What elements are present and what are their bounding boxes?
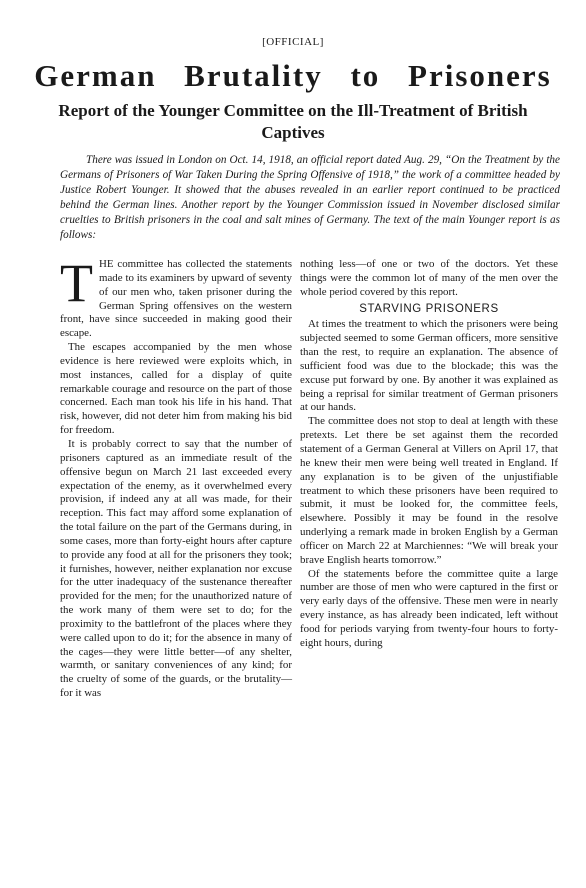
body-paragraph: It is probably correct to say that the number of prisoners captured as an immediate result of the offensive begun on March 21 last exceeded every expectation of the enemy, as it overwhelmed every provision, if indeed any at all was made, for their reception. This fact may afford some explanation of the total failure on the part of the Germans during, in some cases, more than forty-eight hours after capture to provide any food at all for the prisoners they took; it furnishes, however, neither explanation nor excuse for the utter inadequacy of the sustenance thereafter provided for the men; for the unauthorized nature of the work many of them were set to do; for the proximity to the battlefront of the places where they were called upon to do it; for the absence in many of the cages—they were little better—of any shelter, warmth, or sanitary conveniences of any kind; for the cruelty of some of the guards, or the brutality—for it was (60, 437, 292, 700)
body-paragraph: The escapes accompanied by the men whose evidence is here reviewed were exploits which, in most instances, called for a display of quite remarkable courage and resource on the part of those concerned. Each man took his life in his hand. That risk, however, did not deter him from making his bid for freedom. (60, 341, 292, 437)
article-title: German Brutality to Prisoners (34, 58, 552, 93)
intro-paragraph: There was issued in London on Oct. 14, 1918, an official report dated Aug. 29, “On the Treatment by the Germans of Prisoners of War Taken During the Spring Offensive of 1918,” the work of a committee headed by Justice Robert Younger. It showed that the abuses revealed in an earlier report continued to be practiced behind the German lines. Another report by the Younger Commission issued in November disclosed similar cruelties to British prisoners in the coal and salt mines of Germany. The text of the main Younger report is as follows: (60, 154, 560, 241)
left-column (60, 253, 292, 701)
section-heading: STARVING PRISONERS (359, 302, 499, 315)
opening-paragraph-text: HE committee has collected the statements made to its examiners by upward of seventy of our men who, taken prisoner during the German Spring offensives on the western front, have since succeeded in making good their escape. (60, 258, 292, 340)
body-paragraph: nothing less—of one or two of the doctors. Yet these things were the common lot of many of the men over the whole period covered by this report. (300, 258, 558, 298)
body-paragraph: Of the statements before the committee quite a large number are those of men who were captured in the first or very early days of the offensive. These men were in nearly every instance, as has already been indicated, left without food for periods varying from twenty-four hours to forty-eight hours, during (300, 567, 558, 649)
body-paragraph: At times the treatment to which the prisoners were being subjected seemed to some German officers, more sensitive than the rest, to require an explanation. The absence of sufficient food was due to the blockade; this was the excuse put forward by one. By another it was explained as being a reprisal for similar treatment of German prisoners at our hands. (300, 318, 558, 414)
body-paragraph: The committee does not stop to deal at length with these pretexts. Let there be set against them the recorded statement of a German General at Villers on April 17, that he knew their men were being well treated in England. If any explanation is to be given of the unjustifiable treatment to which these prisoners have been required to submit, it must be looked for, the committee feels, elsewhere. Possibly it may be found in the resolve underlying a remark made in broken English by a German officer on March 22 at Marchiennes: “We will break your brave English hearts tomorrow.” (300, 415, 558, 566)
opening-paragraph (60, 253, 292, 341)
article-subtitle: Report of the Younger Committee on the Ill-Treatment of British Captives (58, 101, 528, 142)
official-label: [OFFICIAL] (262, 36, 324, 48)
right-column (300, 258, 558, 651)
drop-cap: T (60, 253, 93, 313)
